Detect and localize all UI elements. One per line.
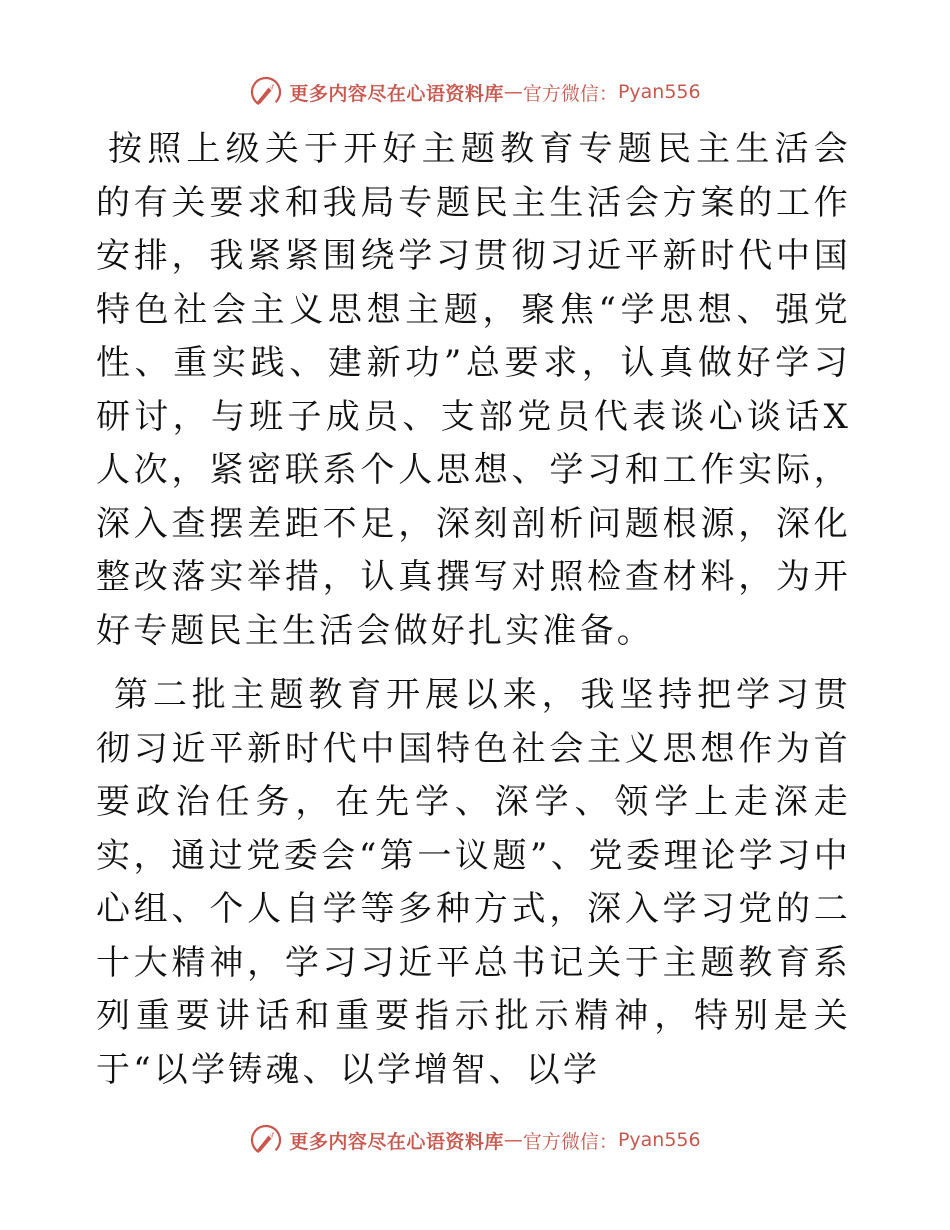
body-paragraph-1: 按照上级关于开好主题教育专题民主生活会的有关要求和我局专题民主生活会方案的工作安排，我紧紧围绕学习贯彻习近平新时代中国特色社会主义思想主题，聚焦“学思想、强党性、重实践、建新功”总要求，认真做好学习研讨，与班子成员、支部党员代表谈心谈话X人次，紧密联系个人思想、学习和工作实际，深入查摆差距不足，深刻剖析问题根源，深化整改落实举措，认真撰写对照检查材料，为开好专题民主生活会做好扎实准备。 [96,129,851,651]
body-paragraph-2: 第二批主题教育开展以来，我坚持把学习贯彻习近平新时代中国特色社会主义思想作为首要政治任务，在先学、深学、领学上走深走实，通过党委会“第一议题”、党委理论学习中心组、个人自学等多种方式，深入学习党的二十大精神，学习习近平总书记关于主题教育系列重要讲话和重要指示批示精神，特别是关于“以学铸魂、以学增智、以学 [96,675,851,1090]
header-banner [0,72,950,112]
banner-main-text: 更多内容尽在心语资料库 [289,82,504,105]
banner-account-id: Pyan556 [617,1129,701,1151]
footer-banner [0,1120,950,1160]
document-body [96,123,851,1097]
pen-nib-logo-icon [249,1123,283,1157]
banner-account-id: Pyan556 [617,81,701,103]
banner-account-label: 官方微信： [522,1130,618,1153]
banner-separator: — [503,1129,523,1151]
pen-nib-logo-icon [249,75,283,109]
banner-account-label: 官方微信： [522,82,618,105]
banner-main-text: 更多内容尽在心语资料库 [289,1130,504,1153]
banner-separator: — [503,81,523,103]
